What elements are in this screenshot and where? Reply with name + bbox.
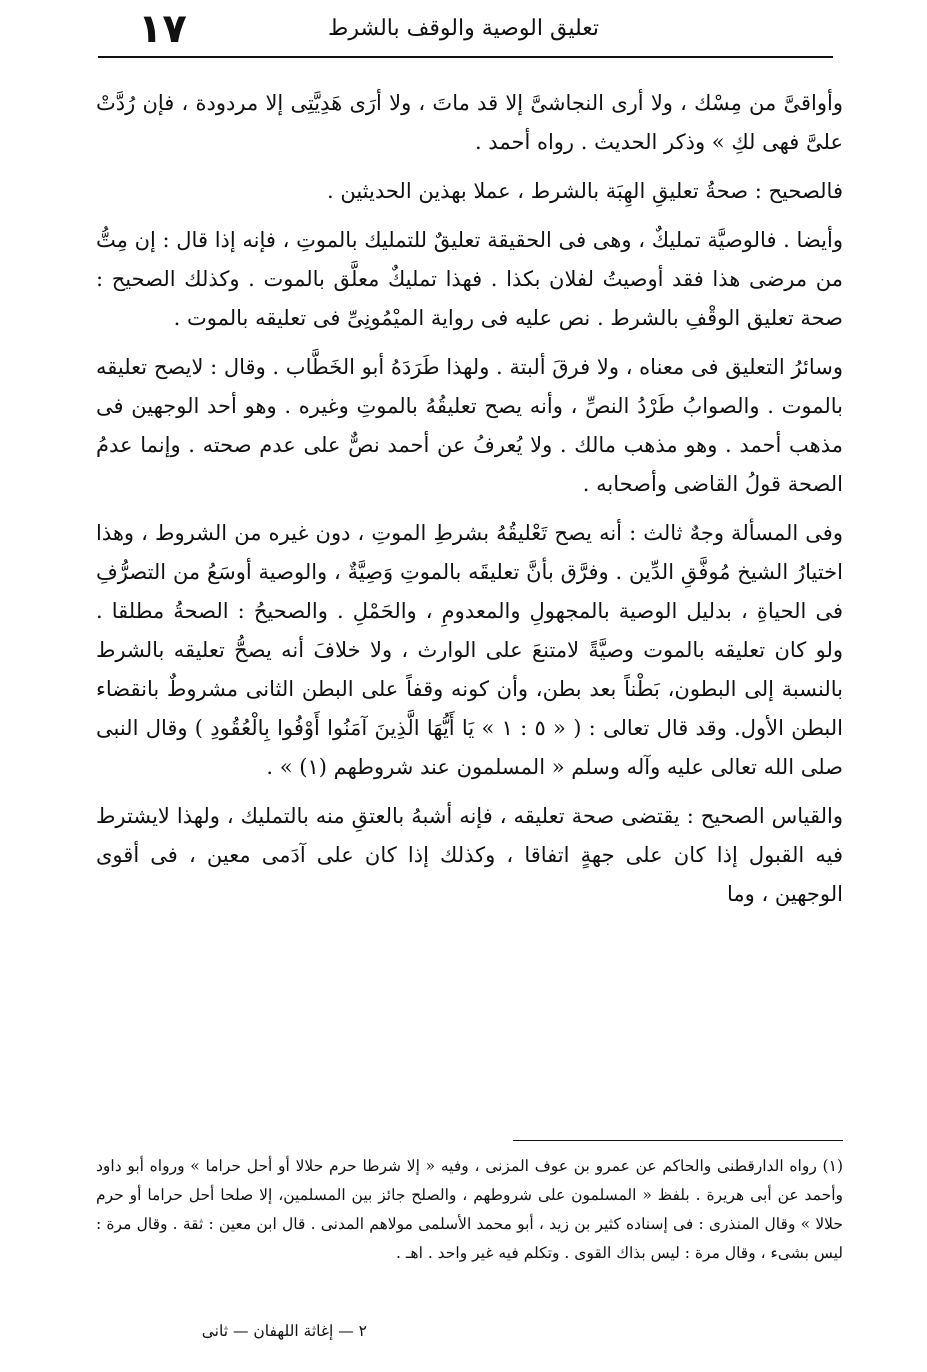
body-text — [96, 84, 843, 924]
paragraph: وسائرُ التعليق فى معناه ، ولا فرقَ ألبتة . ولهذا طَرَدَهُ أبو الخَطَّاب . وقال : لايصح تعليقه بالموت . والصوابُ طَرْدُ النصِّ ، وأنه يصح تعليقُهُ بالموتِ وغيره . وهو أحد الوجهين فى مذهب أحمد . وهو مذهب مالك . ولا يُعرفُ عن أحمد نصٌّ على عدم صحته . وإنما عدمُ الصحة قولُ القاضى وأصحابه . — [96, 355, 843, 496]
page-signature: ٢ — إغاثة اللهفان — ثانى — [201, 1322, 367, 1340]
paragraph: وأواقىَّ من مِسْك ، ولا أرى النجاشىَّ إلا قد ماتَ ، ولا أرَى هَدِيَّتِى إلا مردودة ، فإن رُدَّتْ علىَّ فهى لكِ » وذكر الحديث . رواه أحمد . — [96, 91, 843, 154]
page-number: ١٧ — [138, 6, 187, 52]
paragraph: فالصحيح : صحةُ تعليقِ الهِبَة بالشرط ، عملا بهذين الحديثين . — [327, 179, 843, 203]
header-rule — [98, 56, 833, 58]
footnote: (١) رواه الدارقطنى والحاكم عن عمرو بن عوف المزنى ، وفيه « إلا شرطا حرم حلالا أو أحل حراما » ورواه أبو داود وأحمد عن أبى هريرة . بلفظ « المسلمون على شروطهم ، والصلح جائز بين المسلمين، إلا صلحا أحل حراما أو حرم حلالا » وقال المنذرى : فى إسناده كثير بن زيد ، أبو محمد الأسلمى مولاهم المدنى . قال ابن معين : ثقة . وقال مرة : ليس بشىء ، وقال مرة : ليس بذاك القوى . وتكلم فيه غير واحد . اهـ . — [96, 1157, 843, 1262]
running-head — [96, 6, 831, 52]
paragraph: وفى المسألة وجهٌ ثالث : أنه يصح تَعْليقُهُ بشرطِ الموتِ ، دون غيره من الشروط ، وهذا اختيارُ الشيخ مُوفَّقِ الدِّين . وفرَّق بأنَّ تعليقَه بالموتِ وَصِيَّةٌ ، والوصية أوسَعُ من التصرُّفِ فى الحياةِ ، بدليل الوصية بالمجهولِ والمعدومِ ، والحَمْلِ . والصحيحُ : الصحةُ مطلقا . ولو كان تعليقه بالموت وصيَّةً لامتنعَ على الوارث ، ولا خلافَ أنه يصحُّ تعليقه بالشرط بالنسبة إلى البطون، بَطْناً بعد بطن، وأن كونه وقفاً على البطن الثانى مشروطٌ بانقضاء البطن الأول. وقد قال تعالى : ( « ٥ : ١ » يَا أَيُّهَا الَّذِينَ آمَنُوا أَوْفُوا بِالْعُقُودِ ) وقال النبى صلى الله تعالى عليه وآله وسلم « المسلمون عند شروطهم (١) » . — [96, 521, 843, 779]
header-title: تعليق الوصية والوقف بالشرط — [327, 16, 599, 41]
paragraph: وأيضا . فالوصيَّة تمليكٌ ، وهى فى الحقيقة تعليقٌ للتمليك بالموتِ ، فإنه إذا قال : إن مِتُّ من مرضى هذا فقد أوصيتُ لفلان بكذا . فهذا تمليكٌ معلَّق بالموت . وكذلك الصحيح : صحة تعليق الوقْفِ بالشرط . نص عليه فى رواية الميْمُونِىِّ فى تعليقه بالموت . — [96, 228, 843, 330]
footnotes — [96, 1152, 843, 1268]
footnote-rule — [513, 1140, 843, 1141]
paragraph: والقياس الصحيح : يقتضى صحة تعليقه ، فإنه أشبهُ بالعتقِ منه بالتمليك ، ولهذا لايشترط فيه القبول إذا كان على جهةٍ اتفاقا ، وكذلك إذا كان على آدَمى معين ، فى أقوى الوجهين ، وما — [96, 804, 843, 906]
